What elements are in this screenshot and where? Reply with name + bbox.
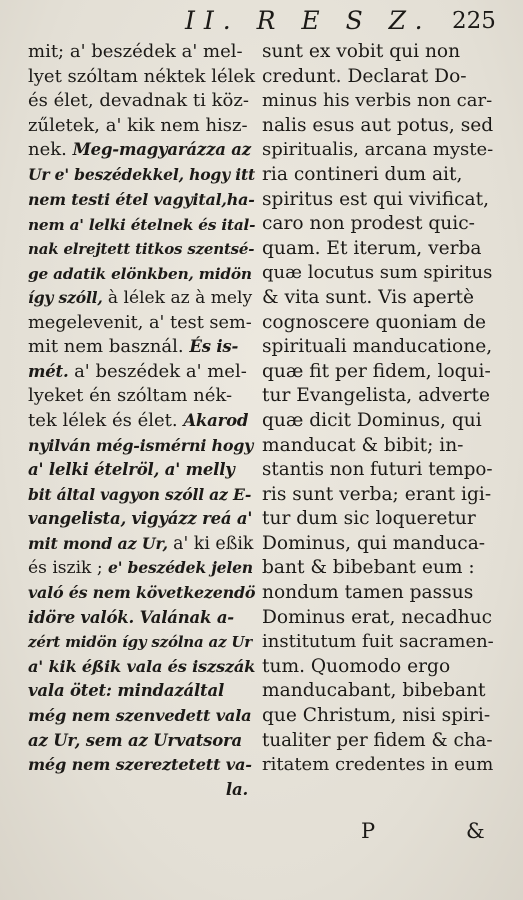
italic-text: még nem szenvedett vala xyxy=(28,706,252,726)
text-line: tum. Quomodo ergo xyxy=(262,655,451,677)
text-line xyxy=(28,360,254,385)
italic-text: zért midön így szólna az Ur xyxy=(28,633,252,652)
hungarian-text-column xyxy=(28,40,254,802)
text-line: manducabant, bibebant xyxy=(262,680,486,702)
text-line: caro non prodest quic- xyxy=(262,213,475,235)
italic-text: vala ötet: mindazáltal xyxy=(28,681,225,701)
text-line xyxy=(28,778,254,803)
text-line: tualiter per fidem & cha- xyxy=(262,729,493,751)
italic-text: És is- xyxy=(189,337,239,357)
text-line: tur Evangelista, adverte xyxy=(262,385,490,407)
italic-text: való és nem következendö xyxy=(28,583,256,603)
roman-text: nek. xyxy=(28,139,73,161)
text-line: nondum tamen passus xyxy=(262,582,474,604)
text-line: quæ dicit Dominus, qui xyxy=(262,409,482,431)
text-line xyxy=(28,188,254,213)
text-line xyxy=(28,237,254,262)
text-line xyxy=(28,65,254,90)
text-line xyxy=(28,409,254,434)
roman-text: zűletek, a' kik nem hisz- xyxy=(28,114,248,136)
text-line xyxy=(28,311,254,336)
page-number: 225 xyxy=(452,8,496,34)
roman-text: tek lélek és élet. xyxy=(28,409,184,431)
latin-text-column xyxy=(262,40,494,778)
text-line: Dominus erat, necadhuc xyxy=(262,606,493,628)
text-line xyxy=(28,458,254,483)
text-line xyxy=(28,729,254,754)
roman-text: mit nem basznál. xyxy=(28,336,190,358)
text-line xyxy=(28,483,254,508)
italic-text: Meg-magyarázza az xyxy=(72,140,251,160)
text-line xyxy=(28,532,254,557)
text-line: ria contineri dum ait, xyxy=(262,163,463,185)
italic-text: Akarod xyxy=(183,410,249,430)
roman-text: mit; a' beszédek a' mel- xyxy=(28,41,243,62)
text-line xyxy=(28,335,254,360)
text-line xyxy=(28,606,254,631)
italic-text: a' kik éßik vala és iszszák xyxy=(28,656,256,676)
italic-text: vangelista, vigyázz reá a' xyxy=(28,509,253,529)
text-line xyxy=(28,507,254,532)
text-line: institutum fuit sacramen- xyxy=(262,631,494,653)
roman-text: lyeket én szóltam nék- xyxy=(28,385,233,407)
page-header xyxy=(0,6,523,42)
text-line xyxy=(28,581,254,606)
text-line: Dominus, qui manduca- xyxy=(262,532,486,554)
italic-text: la. xyxy=(225,779,248,799)
italic-text: a' melly xyxy=(164,460,235,480)
text-line: spiritualis, arcana myste- xyxy=(262,139,494,161)
italic-text: idöre valók. Valának a- xyxy=(28,607,234,627)
italic-text: így szóll, xyxy=(28,287,108,307)
italic-text: mit mond az Ur, xyxy=(28,533,174,553)
text-line: quæ locutus sum spiritus xyxy=(262,262,493,284)
text-line: spirituali manducatione, xyxy=(262,336,493,358)
text-line xyxy=(28,286,254,311)
roman-text: à lélek az à mely xyxy=(107,287,253,308)
italic-text: nem testi étel vagyital,ha- xyxy=(28,189,255,209)
running-head: II. R E S Z. xyxy=(185,6,432,35)
roman-text: a' beszédek a' mel- xyxy=(74,360,247,382)
text-line: ris sunt verba; erant igi- xyxy=(262,483,492,505)
text-line xyxy=(28,163,254,188)
italic-text: Ur e' beszédekkel, hogy itt xyxy=(28,164,255,184)
text-line: stantis non futuri tempo- xyxy=(262,459,493,481)
italic-text: bit által vagyon szóll az E- xyxy=(28,484,252,504)
roman-text: és élet, devadnak ti köz- xyxy=(28,90,249,112)
italic-text: ge adatik elönkben, midön xyxy=(28,265,252,284)
text-line xyxy=(28,138,254,163)
italic-text: az Ur, sem az Urvatsora xyxy=(28,730,243,750)
italic-text: e' beszédek jelen xyxy=(108,558,253,578)
text-line: ritatem credentes in eum xyxy=(262,754,494,776)
text-line: quam. Et iterum, verba xyxy=(262,237,482,259)
text-line: nalis esus aut potus, sed xyxy=(262,114,494,136)
catchword: & xyxy=(466,819,485,843)
roman-text: a' ki eßik xyxy=(173,533,254,554)
text-line: cognoscere quoniam de xyxy=(262,311,486,333)
text-line: & vita sunt. Vis apertè xyxy=(262,286,475,308)
roman-text: lyet szóltam néktek lélek xyxy=(28,65,255,87)
text-line xyxy=(28,630,254,655)
italic-text: nyilván még-ismérni hogy xyxy=(28,435,254,455)
text-line: bant & bibebant eum : xyxy=(262,557,475,579)
italic-text: nak elrejtett titkos szentsé- xyxy=(28,239,255,258)
text-line xyxy=(28,556,254,581)
text-line: que Christum, nisi spiri- xyxy=(262,705,491,727)
roman-text: megelevenit, a' test sem- xyxy=(28,312,252,333)
text-line: credunt. Declarat Do- xyxy=(262,65,467,87)
italic-text: a' lelki ételröl, xyxy=(28,460,165,480)
text-line xyxy=(28,434,254,459)
text-line: manducat & bibit; in- xyxy=(262,434,464,456)
roman-text: és iszik ; xyxy=(28,558,109,579)
italic-text: mét. xyxy=(28,361,75,381)
text-line: tur dum sic loqueretur xyxy=(262,508,476,530)
text-line xyxy=(28,655,254,680)
italic-text: nem a' lelki ételnek és ital- xyxy=(28,216,256,235)
text-line xyxy=(28,40,254,65)
text-line xyxy=(28,704,254,729)
text-line: minus his verbis non car- xyxy=(262,90,493,112)
text-line xyxy=(28,384,254,409)
text-line: quæ fit per fidem, loqui- xyxy=(262,360,491,382)
signature-mark: P xyxy=(361,819,376,843)
text-line: sunt ex vobit qui non xyxy=(262,41,461,62)
text-line xyxy=(28,261,254,286)
text-line xyxy=(28,89,254,114)
text-line: spiritus est qui vivificat, xyxy=(262,188,489,210)
text-line xyxy=(28,114,254,139)
text-line xyxy=(28,212,254,237)
italic-text: még nem szereztetett va- xyxy=(28,755,252,775)
text-line xyxy=(28,679,254,704)
text-line xyxy=(28,753,254,778)
